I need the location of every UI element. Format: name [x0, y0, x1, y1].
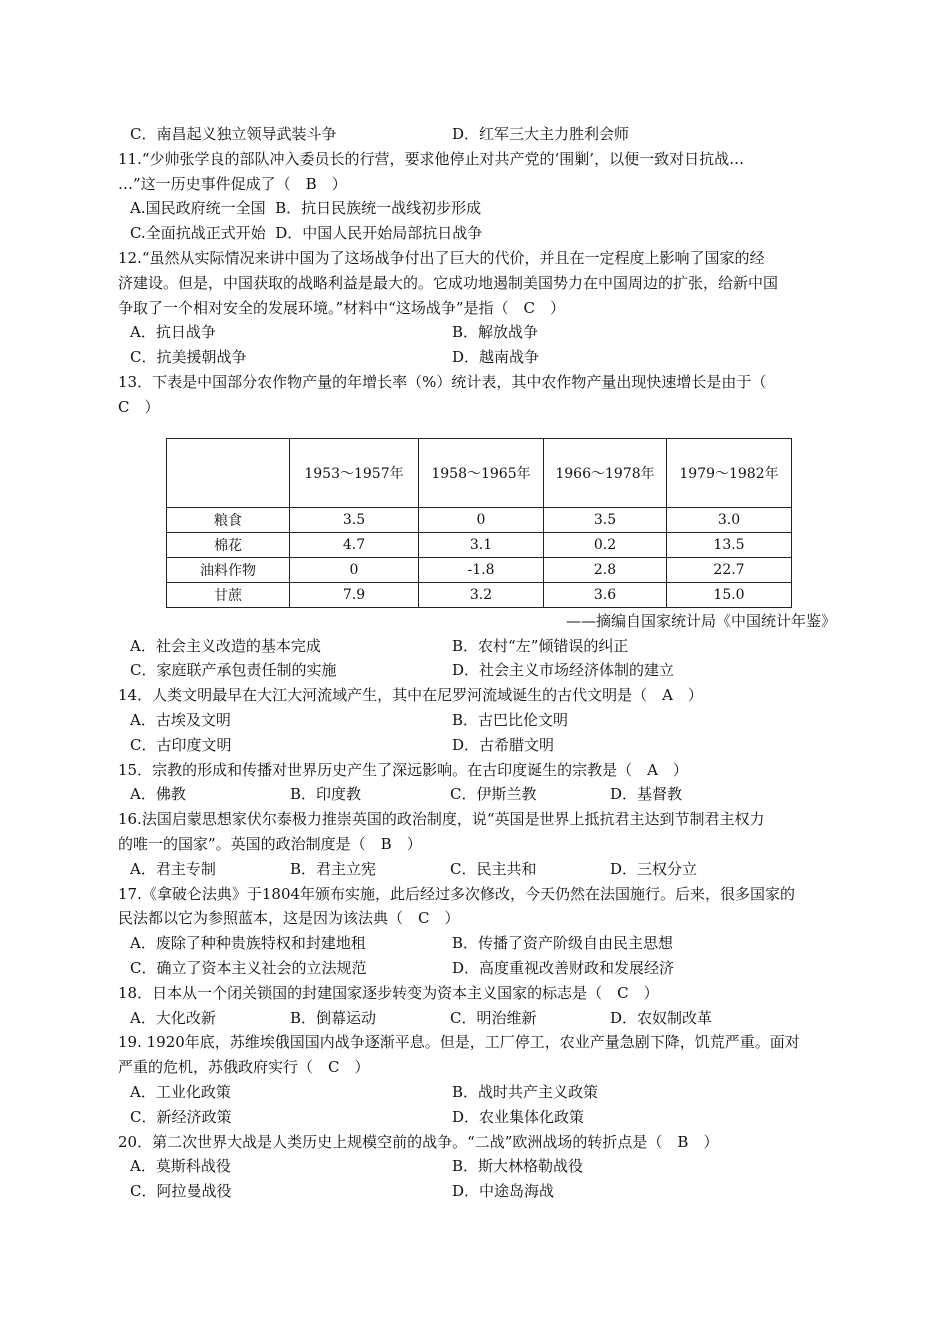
- q20-stem: 20．第二次世界大战是人类历史上规模空前的战争。“二战”欧洲战场的转折点是（ B ）: [118, 1132, 719, 1151]
- q16-options: [118, 857, 838, 882]
- table-row: [167, 532, 792, 557]
- q18-option-c: C．明治维新: [450, 1008, 537, 1027]
- q14-options-row-2: [118, 733, 838, 758]
- q20-option-a: A．莫斯科战役: [130, 1157, 231, 1176]
- q17-option-c: C．确立了资本主义社会的立法规范: [130, 958, 367, 977]
- q11-option-d: D．中国人民开始局部抗日战争: [275, 224, 483, 243]
- table-cell: 0: [290, 557, 419, 582]
- q15-options: [118, 782, 838, 807]
- table-cell: 粮食: [167, 507, 290, 532]
- q10-option-c: C．南昌起义独立领导武装斗争: [130, 125, 337, 143]
- table-cell: 3.0: [667, 507, 792, 532]
- table-header-cell: 1979～1982年: [667, 438, 792, 507]
- table-cell: 0.2: [544, 532, 667, 557]
- q20-option-b: B．斯大林格勒战役: [452, 1157, 584, 1176]
- q10-options: [118, 122, 838, 147]
- q17-option-b: B．传播了资产阶级自由民主思想: [452, 934, 674, 953]
- q17-options-row-1: [118, 931, 838, 956]
- q20-option-d: D．中途岛海战: [452, 1182, 555, 1201]
- q20-option-c: C．阿拉曼战役: [130, 1182, 232, 1201]
- exam-page: [118, 122, 838, 1204]
- q19-options-row-1: [118, 1080, 838, 1105]
- q14-option-c: C．古印度文明: [130, 735, 232, 754]
- q15-option-b: B．印度教: [290, 785, 362, 804]
- q20-options-row-1: [118, 1154, 838, 1179]
- table-row: [167, 557, 792, 582]
- table-cell: 棉花: [167, 532, 290, 557]
- table-header-cell: 1953～1957年: [290, 438, 419, 507]
- q11-options-row-1: [118, 196, 838, 221]
- q18-option-a: A．大化改新: [130, 1008, 216, 1027]
- table-cell: 4.7: [290, 532, 419, 557]
- q13-options-row-1: [118, 634, 838, 659]
- crop-growth-table: [166, 438, 792, 608]
- q14-option-d: D．古希腊文明: [452, 735, 555, 754]
- q13-option-c: C．家庭联产承包责任制的实施: [130, 661, 337, 680]
- q11-option-c: C.全面抗战正式开始: [130, 224, 266, 243]
- q12-options-row-2: [118, 345, 838, 370]
- q16-option-d: D．三权分立: [610, 859, 698, 878]
- table-cell: 3.2: [419, 582, 544, 607]
- q11-stem-line-1: 11.“少帅张学良的部队冲入委员长的行营，要求他停止对共产党的‘围剿’，以便一致对日抗战…: [118, 149, 745, 168]
- q18-option-b: B．倒幕运动: [290, 1008, 377, 1027]
- q13-option-b: B．农村“左”倾错误的纠正: [452, 636, 629, 655]
- table-header-cell: 1958～1965年: [419, 438, 544, 507]
- q19-stem-line-2: 严重的危机，苏俄政府实行（ C ）: [118, 1058, 370, 1077]
- q19-option-c: C．新经济政策: [130, 1107, 232, 1126]
- q13-option-a: A．社会主义改造的基本完成: [130, 636, 321, 655]
- q11-options-row-2: [118, 221, 838, 246]
- q14-options-row-1: [118, 708, 838, 733]
- q19-option-d: D．农业集体化政策: [452, 1107, 585, 1126]
- q17-stem-line-1: 17.《拿破仑法典》于1804年颁布实施，此后经过多次修改，今天仍然在法国施行。后来，很多国家的: [118, 884, 796, 903]
- table-cell: 7.9: [290, 582, 419, 607]
- q14-stem: 14．人类文明最早在大江大河流域产生，其中在尼罗河流域诞生的古代文明是（ A ）: [118, 686, 703, 705]
- q11-option-a: A.国民政府统一全国: [130, 199, 266, 218]
- table-row: [167, 582, 792, 607]
- q12-stem-line-1: 12.“虽然从实际情况来讲中国为了这场战争付出了巨大的代价，并且在一定程度上影响了国家的经: [118, 248, 765, 267]
- q12-options-row-1: [118, 320, 838, 345]
- q17-stem-line-2: 民法都以它为参照蓝本，这是因为该法典（ C ）: [118, 909, 460, 928]
- q15-stem: 15．宗教的形成和传播对世界历史产生了深远影响。在古印度诞生的宗教是（ A ）: [118, 760, 688, 779]
- q18-option-d: D．农奴制改革: [610, 1008, 713, 1027]
- q16-stem-line-2: 的唯一的国家”。英国的政治制度是（ B ）: [118, 834, 422, 853]
- q19-option-a: A．工业化政策: [130, 1082, 231, 1101]
- q11-stem-line-2: …”这一历史事件促成了（ B ）: [118, 174, 347, 193]
- table-cell: 3.1: [419, 532, 544, 557]
- q16-stem-line-1: 16.法国启蒙思想家伏尔泰极力推崇英国的政治制度，说“英国是世界上抵抗君主达到节制君主权力: [118, 810, 765, 829]
- table-header-cell: 1966～1978年: [544, 438, 667, 507]
- q15-option-a: A．佛教: [130, 785, 186, 804]
- q17-options-row-2: [118, 956, 838, 981]
- q19-stem-line-1: 19. 1920年底，苏维埃俄国国内战争逐渐平息。但是，工厂停工，农业产量急剧下降，饥荒严重。面对: [118, 1033, 800, 1052]
- table-cell: 甘蔗: [167, 582, 290, 607]
- q11-option-b: B．抗日民族统一战线初步形成: [275, 199, 482, 218]
- q12-option-a: A．抗日战争: [130, 323, 216, 342]
- q12-option-d: D．越南战争: [452, 348, 540, 367]
- q19-option-b: B．战时共产主义政策: [452, 1082, 599, 1101]
- q13-option-d: D．社会主义市场经济体制的建立: [452, 661, 675, 680]
- q13-stem-line-2: C ）: [118, 397, 160, 416]
- table-cell: 22.7: [667, 557, 792, 582]
- q17-option-d: D．高度重视改善财政和发展经济: [452, 958, 675, 977]
- q14-option-b: B．古巴比伦文明: [452, 710, 569, 729]
- q13-options-row-2: [118, 658, 838, 683]
- table-cell: 3.5: [290, 507, 419, 532]
- table-header-cell: [167, 438, 290, 507]
- table-cell: 2.8: [544, 557, 667, 582]
- q18-options: [118, 1006, 838, 1031]
- table-cell: 15.0: [667, 582, 792, 607]
- q12-option-c: C．抗美援朝战争: [130, 348, 247, 367]
- table-cell: 3.6: [544, 582, 667, 607]
- q14-option-a: A．古埃及文明: [130, 710, 231, 729]
- table-cell: 3.5: [544, 507, 667, 532]
- q18-stem: 18．日本从一个闭关锁国的封建国家逐步转变为资本主义国家的标志是（ C ）: [118, 983, 659, 1002]
- q19-options-row-2: [118, 1105, 838, 1130]
- table-cell: -1.8: [419, 557, 544, 582]
- table-cell: 油料作物: [167, 557, 290, 582]
- q16-option-a: A．君主专制: [130, 859, 216, 878]
- q12-stem-line-3: 争取了一个相对安全的发展环境。”材料中“这场战争”是指（ C ）: [118, 298, 565, 317]
- q20-options-row-2: [118, 1179, 838, 1204]
- table-row: [167, 507, 792, 532]
- q15-option-d: D．基督教: [610, 785, 683, 804]
- q17-option-a: A．废除了种种贵族特权和封建地租: [130, 934, 366, 953]
- table-source-citation: ——摘编自国家统计局《中国统计年鉴》: [565, 611, 836, 630]
- table-cell: 13.5: [667, 532, 792, 557]
- q10-option-d: D．红军三大主力胜利会师: [452, 125, 630, 143]
- q16-option-b: B．君主立宪: [290, 859, 377, 878]
- q13-stem-line-1: 13．下表是中国部分农作物产量的年增长率（%）统计表，其中农作物产量出现快速增长是由于（: [118, 372, 767, 391]
- table-cell: 0: [419, 507, 544, 532]
- q15-option-c: C．伊斯兰教: [450, 785, 537, 804]
- q16-option-c: C．民主共和: [450, 859, 537, 878]
- q12-stem-line-2: 济建设。但是，中国获取的战略利益是最大的。它成功地遏制美国势力在中国周边的扩张，给新中国: [118, 273, 779, 292]
- table-header-row: [167, 438, 792, 507]
- q12-option-b: B．解放战争: [452, 323, 539, 342]
